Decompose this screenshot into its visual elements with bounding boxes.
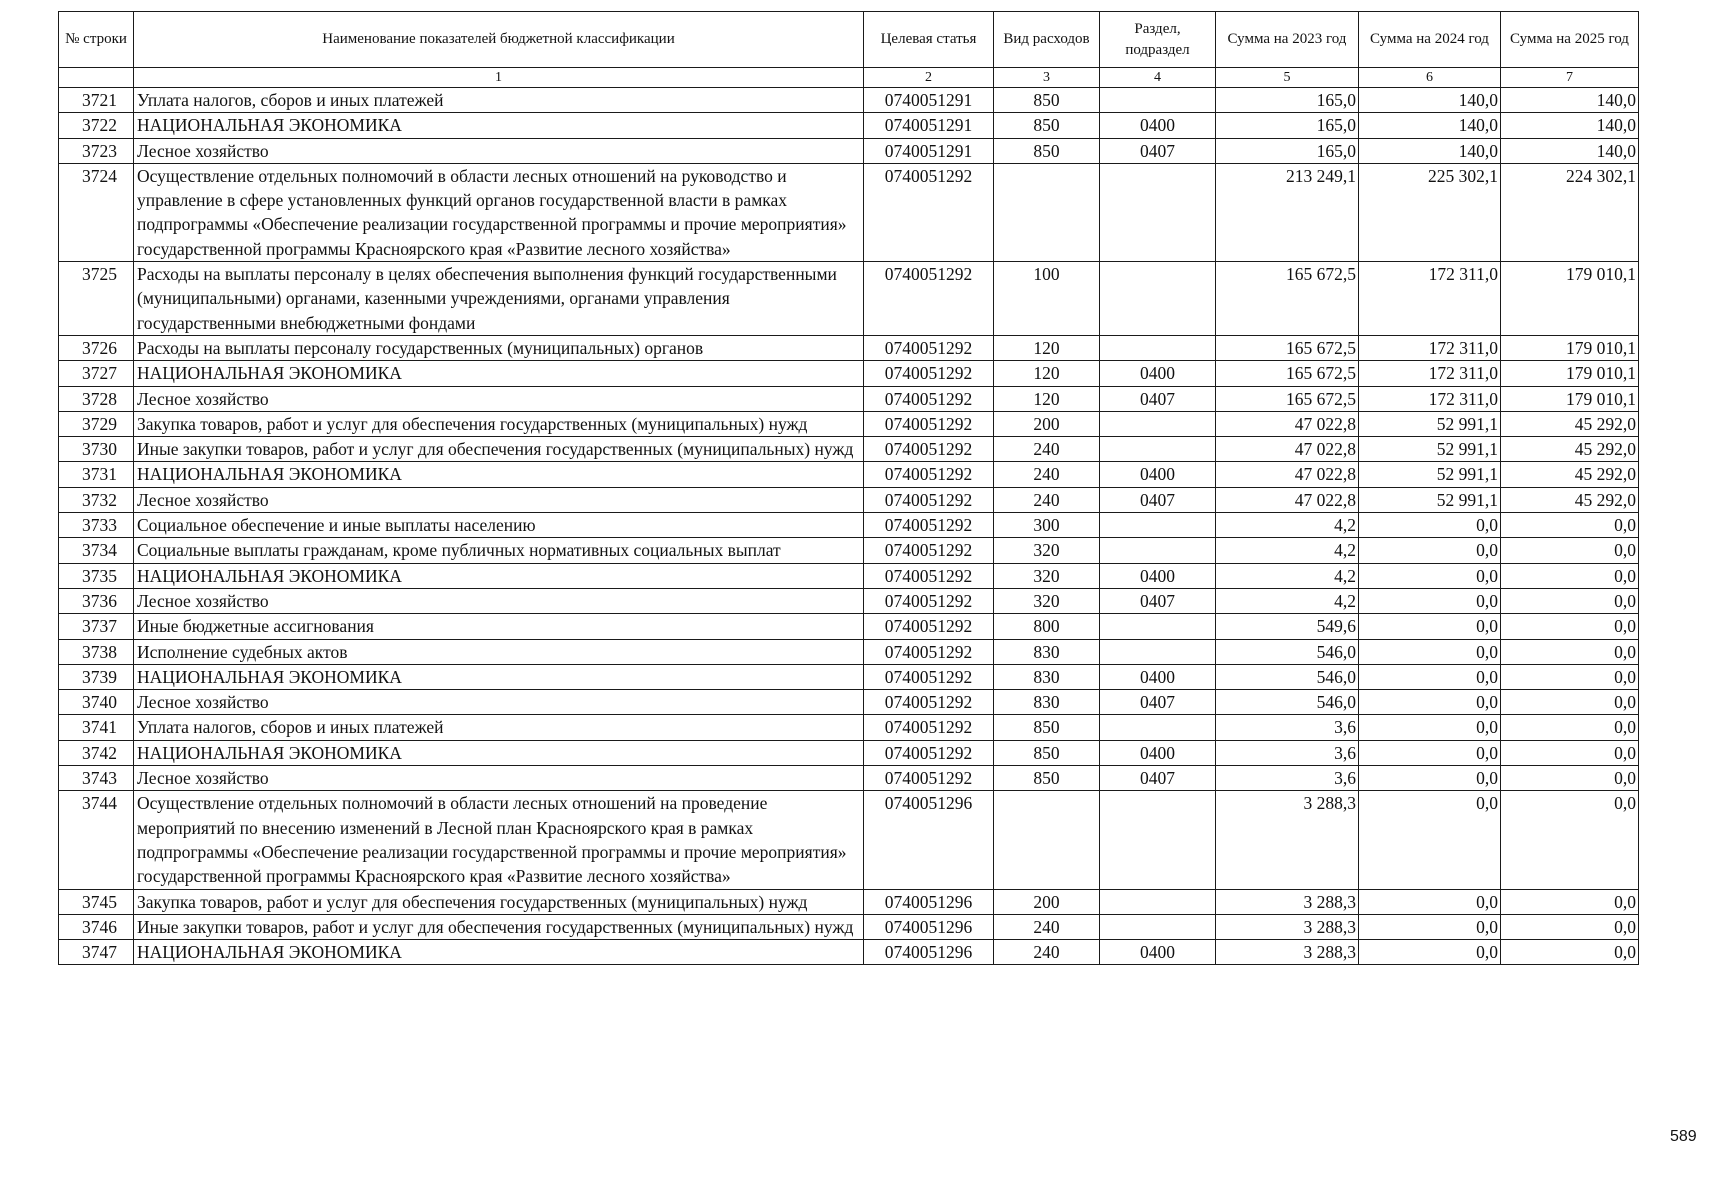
table-row xyxy=(59,614,1639,639)
section-code xyxy=(1100,513,1216,538)
indicator-name: Исполнение судебных актов xyxy=(134,639,864,664)
target-article: 0740051292 xyxy=(864,513,994,538)
column-number-row xyxy=(59,68,1639,88)
sum-2023: 4,2 xyxy=(1216,538,1359,563)
indicator-name: Расходы на выплаты персоналу государственных (муниципальных) органов xyxy=(134,335,864,360)
row-number: 3733 xyxy=(59,513,134,538)
sum-2024: 0,0 xyxy=(1359,639,1501,664)
sum-2023: 546,0 xyxy=(1216,664,1359,689)
sum-2023: 165 672,5 xyxy=(1216,335,1359,360)
table-row xyxy=(59,513,1639,538)
sum-2025: 140,0 xyxy=(1501,113,1639,138)
table-row xyxy=(59,940,1639,965)
expense-type: 830 xyxy=(994,690,1100,715)
header-sum-2025: Сумма на 2025 год xyxy=(1501,12,1639,68)
sum-2024: 0,0 xyxy=(1359,740,1501,765)
sum-2024: 0,0 xyxy=(1359,538,1501,563)
sum-2023: 47 022,8 xyxy=(1216,487,1359,512)
target-article: 0740051292 xyxy=(864,740,994,765)
column-number: 7 xyxy=(1501,68,1639,88)
table-row xyxy=(59,113,1639,138)
row-number: 3746 xyxy=(59,914,134,939)
section-code xyxy=(1100,335,1216,360)
section-code xyxy=(1100,791,1216,889)
header-row-no: № строки xyxy=(59,12,134,68)
expense-type xyxy=(994,791,1100,889)
header-expense-type: Вид расходов xyxy=(994,12,1100,68)
target-article: 0740051292 xyxy=(864,588,994,613)
section-code: 0400 xyxy=(1100,740,1216,765)
row-number: 3730 xyxy=(59,437,134,462)
row-number: 3747 xyxy=(59,940,134,965)
table-row xyxy=(59,715,1639,740)
indicator-name: Иные закупки товаров, работ и услуг для обеспечения государственных (муниципальных) нужд xyxy=(134,914,864,939)
indicator-name: Лесное хозяйство xyxy=(134,690,864,715)
row-number: 3741 xyxy=(59,715,134,740)
section-code: 0407 xyxy=(1100,138,1216,163)
sum-2023: 546,0 xyxy=(1216,639,1359,664)
expense-type: 830 xyxy=(994,664,1100,689)
sum-2023: 4,2 xyxy=(1216,588,1359,613)
row-number: 3728 xyxy=(59,386,134,411)
section-code: 0400 xyxy=(1100,563,1216,588)
table-row xyxy=(59,361,1639,386)
table-row xyxy=(59,163,1639,261)
target-article: 0740051292 xyxy=(864,386,994,411)
table-row xyxy=(59,335,1639,360)
sum-2025: 0,0 xyxy=(1501,740,1639,765)
sum-2025: 0,0 xyxy=(1501,588,1639,613)
row-number: 3724 xyxy=(59,163,134,261)
sum-2024: 172 311,0 xyxy=(1359,386,1501,411)
target-article: 0740051292 xyxy=(864,690,994,715)
sum-2024: 0,0 xyxy=(1359,715,1501,740)
expense-type: 850 xyxy=(994,740,1100,765)
target-article: 0740051292 xyxy=(864,715,994,740)
section-code: 0400 xyxy=(1100,664,1216,689)
expense-type: 850 xyxy=(994,766,1100,791)
section-code: 0407 xyxy=(1100,690,1216,715)
target-article: 0740051292 xyxy=(864,262,994,336)
sum-2025: 0,0 xyxy=(1501,563,1639,588)
budget-table xyxy=(58,11,1639,965)
sum-2023: 213 249,1 xyxy=(1216,163,1359,261)
table-row xyxy=(59,262,1639,336)
sum-2025: 0,0 xyxy=(1501,889,1639,914)
indicator-name: Расходы на выплаты персоналу в целях обеспечения выполнения функций государственными (муниципальными) органами, казенными учреждениями, органами управления государственными внебюджетными фондами xyxy=(134,262,864,336)
expense-type: 120 xyxy=(994,335,1100,360)
section-code xyxy=(1100,411,1216,436)
header-target-article: Целевая статья xyxy=(864,12,994,68)
sum-2024: 172 311,0 xyxy=(1359,361,1501,386)
sum-2024: 140,0 xyxy=(1359,138,1501,163)
column-number: 6 xyxy=(1359,68,1501,88)
sum-2023: 546,0 xyxy=(1216,690,1359,715)
table-row xyxy=(59,138,1639,163)
sum-2025: 224 302,1 xyxy=(1501,163,1639,261)
target-article: 0740051292 xyxy=(864,437,994,462)
table-row xyxy=(59,740,1639,765)
sum-2025: 0,0 xyxy=(1501,791,1639,889)
table-body xyxy=(59,88,1639,965)
sum-2023: 47 022,8 xyxy=(1216,437,1359,462)
target-article: 0740051292 xyxy=(864,361,994,386)
sum-2023: 3 288,3 xyxy=(1216,791,1359,889)
sum-2023: 549,6 xyxy=(1216,614,1359,639)
section-code xyxy=(1100,889,1216,914)
sum-2025: 45 292,0 xyxy=(1501,462,1639,487)
section-code xyxy=(1100,538,1216,563)
expense-type: 240 xyxy=(994,437,1100,462)
sum-2025: 0,0 xyxy=(1501,715,1639,740)
sum-2024: 172 311,0 xyxy=(1359,262,1501,336)
sum-2024: 52 991,1 xyxy=(1359,487,1501,512)
header-sum-2023: Сумма на 2023 год xyxy=(1216,12,1359,68)
sum-2024: 52 991,1 xyxy=(1359,462,1501,487)
target-article: 0740051296 xyxy=(864,791,994,889)
target-article: 0740051292 xyxy=(864,163,994,261)
table-row xyxy=(59,487,1639,512)
header-name: Наименование показателей бюджетной классификации xyxy=(134,12,864,68)
section-code xyxy=(1100,614,1216,639)
target-article: 0740051292 xyxy=(864,335,994,360)
indicator-name: Лесное хозяйство xyxy=(134,386,864,411)
expense-type: 240 xyxy=(994,914,1100,939)
table-row xyxy=(59,889,1639,914)
column-number: 2 xyxy=(864,68,994,88)
sum-2024: 0,0 xyxy=(1359,690,1501,715)
table-header xyxy=(59,12,1639,88)
section-code xyxy=(1100,163,1216,261)
expense-type: 200 xyxy=(994,411,1100,436)
sum-2024: 0,0 xyxy=(1359,563,1501,588)
sum-2025: 45 292,0 xyxy=(1501,411,1639,436)
expense-type: 830 xyxy=(994,639,1100,664)
row-number: 3731 xyxy=(59,462,134,487)
row-number: 3745 xyxy=(59,889,134,914)
sum-2023: 165 672,5 xyxy=(1216,262,1359,336)
sum-2024: 0,0 xyxy=(1359,513,1501,538)
row-number: 3744 xyxy=(59,791,134,889)
section-code: 0407 xyxy=(1100,487,1216,512)
row-number: 3721 xyxy=(59,88,134,113)
sum-2024: 225 302,1 xyxy=(1359,163,1501,261)
sum-2024: 140,0 xyxy=(1359,113,1501,138)
indicator-name: Уплата налогов, сборов и иных платежей xyxy=(134,715,864,740)
indicator-name: Лесное хозяйство xyxy=(134,487,864,512)
indicator-name: Закупка товаров, работ и услуг для обеспечения государственных (муниципальных) нужд xyxy=(134,889,864,914)
sum-2025: 0,0 xyxy=(1501,940,1639,965)
target-article: 0740051292 xyxy=(864,766,994,791)
sum-2023: 47 022,8 xyxy=(1216,462,1359,487)
sum-2023: 165,0 xyxy=(1216,138,1359,163)
target-article: 0740051291 xyxy=(864,113,994,138)
sum-2025: 0,0 xyxy=(1501,538,1639,563)
expense-type: 320 xyxy=(994,563,1100,588)
sum-2023: 3,6 xyxy=(1216,715,1359,740)
section-code: 0400 xyxy=(1100,940,1216,965)
target-article: 0740051292 xyxy=(864,664,994,689)
expense-type: 240 xyxy=(994,487,1100,512)
row-number: 3735 xyxy=(59,563,134,588)
row-number: 3725 xyxy=(59,262,134,336)
indicator-name: Лесное хозяйство xyxy=(134,766,864,791)
row-number: 3726 xyxy=(59,335,134,360)
header-sum-2024: Сумма на 2024 год xyxy=(1359,12,1501,68)
sum-2023: 3 288,3 xyxy=(1216,889,1359,914)
indicator-name: НАЦИОНАЛЬНАЯ ЭКОНОМИКА xyxy=(134,563,864,588)
indicator-name: Закупка товаров, работ и услуг для обеспечения государственных (муниципальных) нужд xyxy=(134,411,864,436)
target-article: 0740051292 xyxy=(864,462,994,487)
sum-2023: 3,6 xyxy=(1216,766,1359,791)
table-row xyxy=(59,766,1639,791)
column-number: 4 xyxy=(1100,68,1216,88)
sum-2025: 0,0 xyxy=(1501,639,1639,664)
sum-2024: 0,0 xyxy=(1359,914,1501,939)
indicator-name: Лесное хозяйство xyxy=(134,588,864,613)
sum-2024: 0,0 xyxy=(1359,889,1501,914)
target-article: 0740051296 xyxy=(864,914,994,939)
row-number: 3743 xyxy=(59,766,134,791)
expense-type: 240 xyxy=(994,940,1100,965)
table-row xyxy=(59,538,1639,563)
expense-type: 850 xyxy=(994,715,1100,740)
indicator-name: Осуществление отдельных полномочий в области лесных отношений на руководство и управление в сфере установленных функций органов государственной власти в рамках подпрограммы «Обеспечение реализации государственной программы и прочие мероприятия» государственной программы Красноярского края «Развитие лесного хозяйства» xyxy=(134,163,864,261)
indicator-name: Лесное хозяйство xyxy=(134,138,864,163)
sum-2023: 47 022,8 xyxy=(1216,411,1359,436)
sum-2023: 165 672,5 xyxy=(1216,386,1359,411)
sum-2025: 0,0 xyxy=(1501,766,1639,791)
row-number: 3734 xyxy=(59,538,134,563)
sum-2023: 3,6 xyxy=(1216,740,1359,765)
sum-2024: 0,0 xyxy=(1359,664,1501,689)
table-row xyxy=(59,791,1639,889)
section-code xyxy=(1100,715,1216,740)
expense-type: 320 xyxy=(994,538,1100,563)
sum-2024: 140,0 xyxy=(1359,88,1501,113)
indicator-name: НАЦИОНАЛЬНАЯ ЭКОНОМИКА xyxy=(134,740,864,765)
indicator-name: НАЦИОНАЛЬНАЯ ЭКОНОМИКА xyxy=(134,462,864,487)
expense-type: 320 xyxy=(994,588,1100,613)
sum-2024: 0,0 xyxy=(1359,766,1501,791)
expense-type: 300 xyxy=(994,513,1100,538)
sum-2025: 179 010,1 xyxy=(1501,361,1639,386)
header-row xyxy=(59,12,1639,68)
sum-2024: 0,0 xyxy=(1359,588,1501,613)
table-row xyxy=(59,639,1639,664)
section-code xyxy=(1100,639,1216,664)
row-number: 3740 xyxy=(59,690,134,715)
target-article: 0740051292 xyxy=(864,487,994,512)
sum-2025: 179 010,1 xyxy=(1501,386,1639,411)
sum-2025: 0,0 xyxy=(1501,914,1639,939)
table-row xyxy=(59,462,1639,487)
page-number: 589 xyxy=(1670,1128,1697,1145)
expense-type: 800 xyxy=(994,614,1100,639)
expense-type: 850 xyxy=(994,138,1100,163)
target-article: 0740051296 xyxy=(864,889,994,914)
row-number: 3739 xyxy=(59,664,134,689)
sum-2024: 52 991,1 xyxy=(1359,411,1501,436)
sum-2025: 0,0 xyxy=(1501,690,1639,715)
sum-2024: 172 311,0 xyxy=(1359,335,1501,360)
sum-2024: 0,0 xyxy=(1359,940,1501,965)
section-code: 0400 xyxy=(1100,113,1216,138)
column-number: 1 xyxy=(134,68,864,88)
expense-type: 240 xyxy=(994,462,1100,487)
target-article: 0740051292 xyxy=(864,538,994,563)
expense-type: 850 xyxy=(994,88,1100,113)
sum-2025: 179 010,1 xyxy=(1501,262,1639,336)
section-code xyxy=(1100,437,1216,462)
row-number: 3727 xyxy=(59,361,134,386)
indicator-name: Осуществление отдельных полномочий в области лесных отношений на проведение мероприятий по внесению изменений в Лесной план Красноярского края в рамках подпрограммы «Обеспечение реализации государственной программы и прочие мероприятия» государственной программы Красноярского края «Развитие лесного хозяйства» xyxy=(134,791,864,889)
indicator-name: НАЦИОНАЛЬНАЯ ЭКОНОМИКА xyxy=(134,664,864,689)
expense-type: 200 xyxy=(994,889,1100,914)
section-code xyxy=(1100,914,1216,939)
sum-2023: 165,0 xyxy=(1216,113,1359,138)
sum-2025: 140,0 xyxy=(1501,88,1639,113)
indicator-name: НАЦИОНАЛЬНАЯ ЭКОНОМИКА xyxy=(134,113,864,138)
indicator-name: НАЦИОНАЛЬНАЯ ЭКОНОМИКА xyxy=(134,940,864,965)
table-row xyxy=(59,914,1639,939)
sum-2025: 0,0 xyxy=(1501,513,1639,538)
sum-2025: 179 010,1 xyxy=(1501,335,1639,360)
indicator-name: Уплата налогов, сборов и иных платежей xyxy=(134,88,864,113)
table-row xyxy=(59,563,1639,588)
row-number: 3742 xyxy=(59,740,134,765)
target-article: 0740051291 xyxy=(864,138,994,163)
column-number: 5 xyxy=(1216,68,1359,88)
expense-type: 120 xyxy=(994,386,1100,411)
table-row xyxy=(59,411,1639,436)
table-row xyxy=(59,690,1639,715)
header-section: Раздел, подраздел xyxy=(1100,12,1216,68)
sum-2025: 45 292,0 xyxy=(1501,437,1639,462)
indicator-name: Социальное обеспечение и иные выплаты населению xyxy=(134,513,864,538)
table-row xyxy=(59,588,1639,613)
table-row xyxy=(59,664,1639,689)
target-article: 0740051292 xyxy=(864,563,994,588)
sum-2024: 0,0 xyxy=(1359,614,1501,639)
target-article: 0740051292 xyxy=(864,614,994,639)
target-article: 0740051292 xyxy=(864,411,994,436)
sum-2025: 45 292,0 xyxy=(1501,487,1639,512)
indicator-name: Иные бюджетные ассигнования xyxy=(134,614,864,639)
row-number: 3723 xyxy=(59,138,134,163)
sum-2024: 52 991,1 xyxy=(1359,437,1501,462)
section-code: 0407 xyxy=(1100,766,1216,791)
row-number: 3736 xyxy=(59,588,134,613)
section-code: 0400 xyxy=(1100,462,1216,487)
indicator-name: Иные закупки товаров, работ и услуг для обеспечения государственных (муниципальных) нужд xyxy=(134,437,864,462)
section-code: 0407 xyxy=(1100,588,1216,613)
target-article: 0740051296 xyxy=(864,940,994,965)
row-number: 3738 xyxy=(59,639,134,664)
sum-2023: 4,2 xyxy=(1216,563,1359,588)
row-number: 3729 xyxy=(59,411,134,436)
column-number: 3 xyxy=(994,68,1100,88)
sum-2023: 165 672,5 xyxy=(1216,361,1359,386)
table-row xyxy=(59,437,1639,462)
sum-2023: 165,0 xyxy=(1216,88,1359,113)
section-code: 0407 xyxy=(1100,386,1216,411)
sum-2023: 3 288,3 xyxy=(1216,940,1359,965)
indicator-name: НАЦИОНАЛЬНАЯ ЭКОНОМИКА xyxy=(134,361,864,386)
section-code xyxy=(1100,262,1216,336)
expense-type xyxy=(994,163,1100,261)
sum-2025: 0,0 xyxy=(1501,614,1639,639)
expense-type: 850 xyxy=(994,113,1100,138)
sum-2023: 3 288,3 xyxy=(1216,914,1359,939)
section-code: 0400 xyxy=(1100,361,1216,386)
sum-2024: 0,0 xyxy=(1359,791,1501,889)
indicator-name: Социальные выплаты гражданам, кроме публичных нормативных социальных выплат xyxy=(134,538,864,563)
row-number: 3737 xyxy=(59,614,134,639)
table-row xyxy=(59,88,1639,113)
target-article: 0740051291 xyxy=(864,88,994,113)
section-code xyxy=(1100,88,1216,113)
row-number: 3722 xyxy=(59,113,134,138)
column-number xyxy=(59,68,134,88)
table-row xyxy=(59,386,1639,411)
sum-2025: 0,0 xyxy=(1501,664,1639,689)
sum-2023: 4,2 xyxy=(1216,513,1359,538)
sum-2025: 140,0 xyxy=(1501,138,1639,163)
target-article: 0740051292 xyxy=(864,639,994,664)
expense-type: 100 xyxy=(994,262,1100,336)
expense-type: 120 xyxy=(994,361,1100,386)
row-number: 3732 xyxy=(59,487,134,512)
